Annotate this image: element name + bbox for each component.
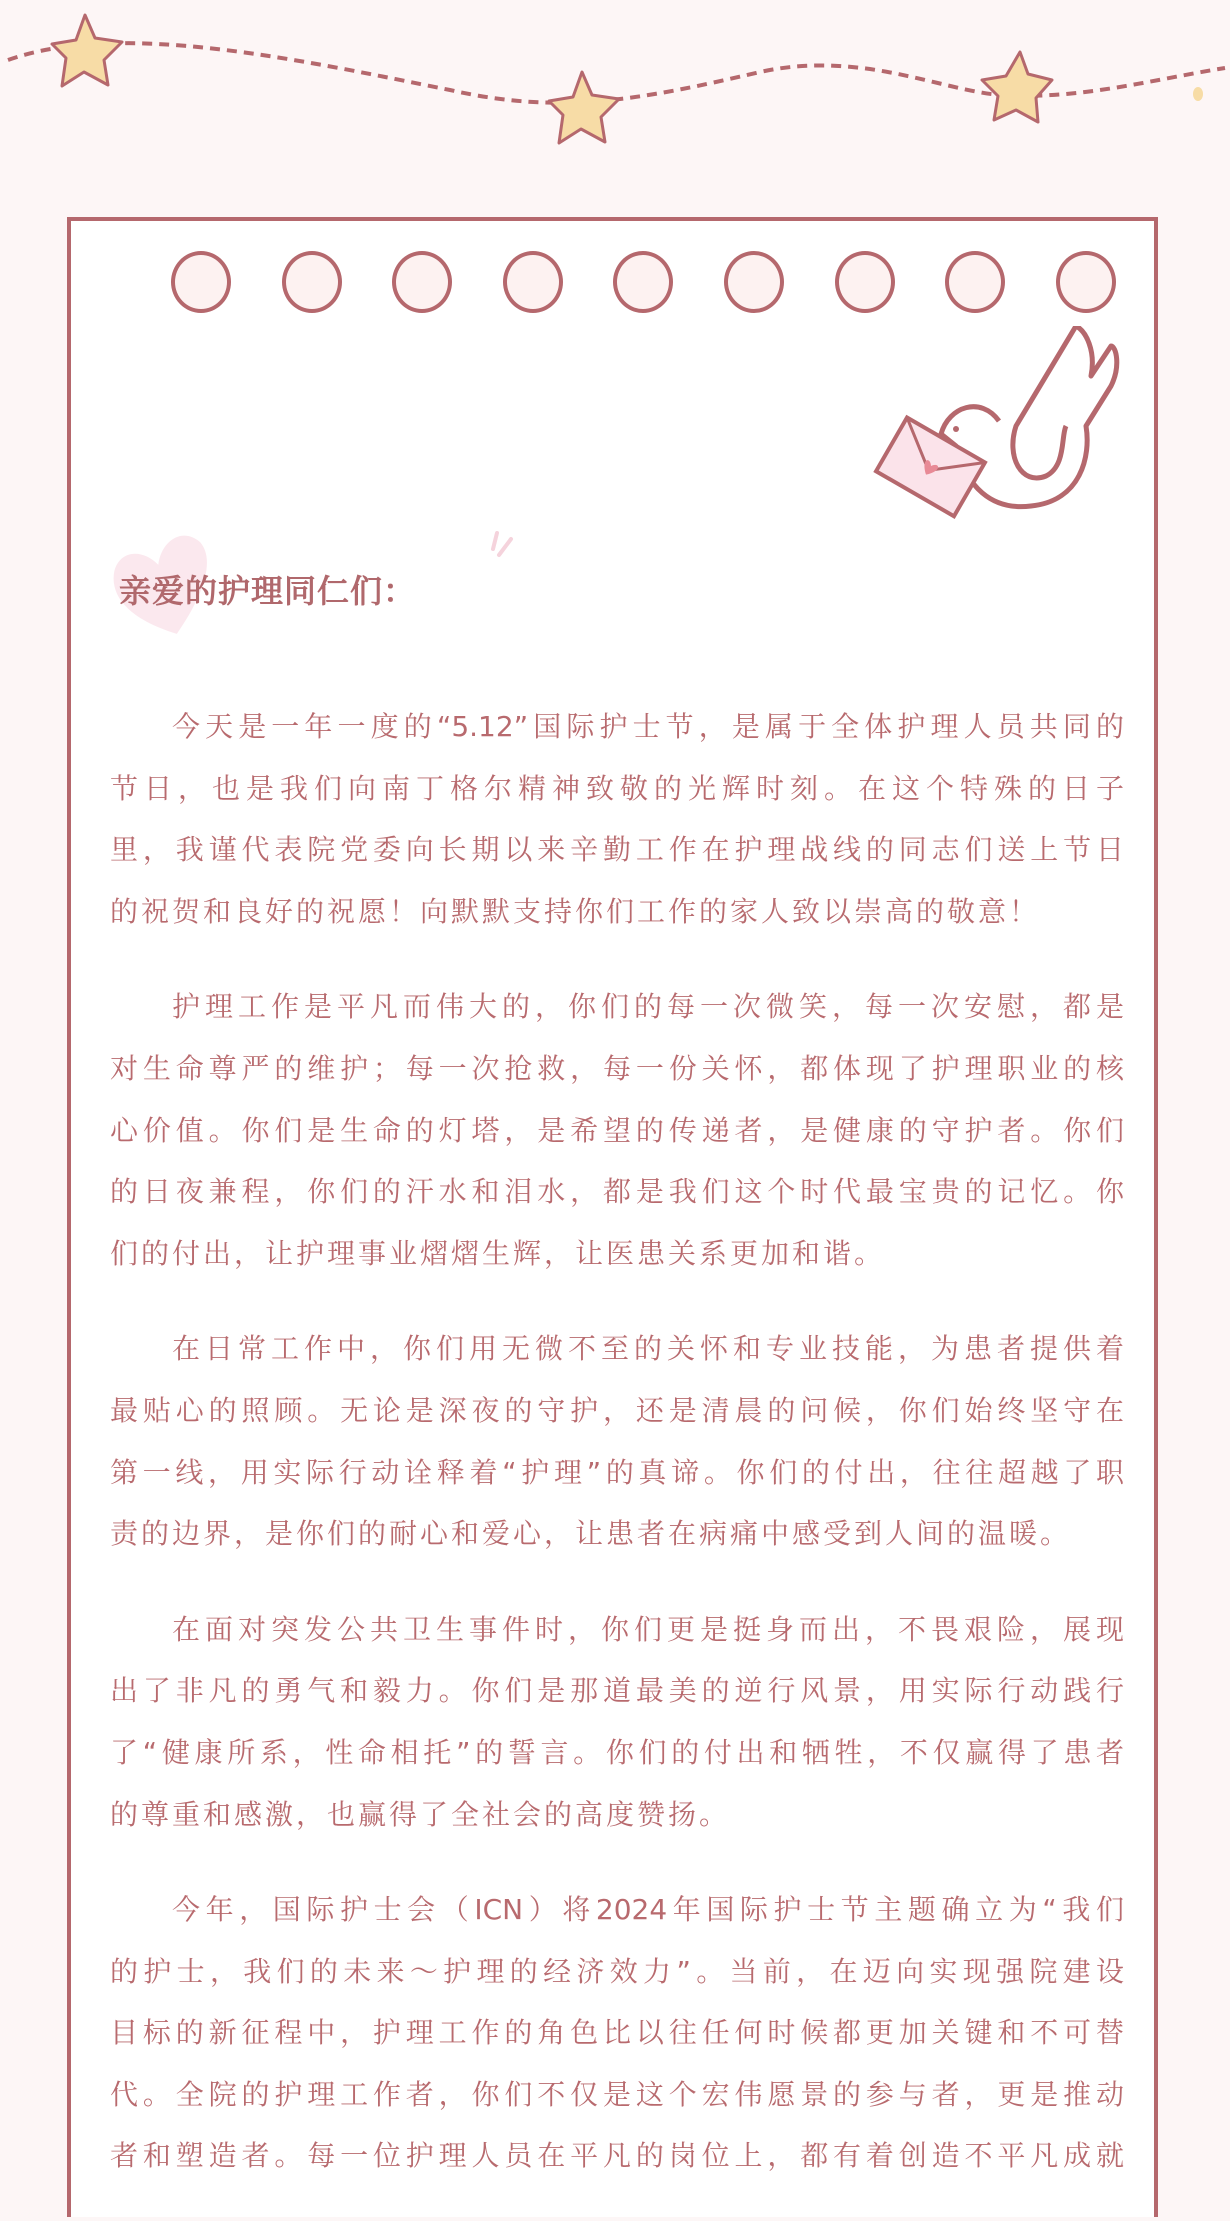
paragraph-line: 对生命尊严的维护；每一次抢救，每一份关怀，都体现了护理职业的核 xyxy=(110,1051,1124,1085)
paragraph-line: 代。全院的护理工作者，你们不仅是这个宏伟愿景的参与者，更是推动 xyxy=(110,2077,1124,2111)
paragraph-line: 第一线，用实际行动诠释着“护理”的真谛。你们的付出，往往超越了职 xyxy=(110,1455,1124,1489)
paragraph-line: 在日常工作中，你们用无微不至的关怀和专业技能，为患者提供着 xyxy=(172,1332,1124,1366)
paragraph-line: 责的边界，是你们的耐心和爱心，让患者在病痛中感受到人间的温暖。 xyxy=(110,1517,1072,1551)
paragraph-line: 心价值。你们是生命的灯塔，是希望的传递者，是健康的守护者。你们 xyxy=(110,1113,1124,1147)
binder-ring xyxy=(171,251,231,313)
letter-paragraph xyxy=(110,1879,1124,2187)
star-icon xyxy=(52,15,122,86)
dove-with-letter-icon xyxy=(871,326,1131,526)
star-icon xyxy=(982,52,1052,122)
binder-ring xyxy=(724,251,784,313)
binder-ring xyxy=(945,251,1005,313)
paragraph-line: 里，我谨代表院党委向长期以来辛勤工作在护理战线的同志们送上节日 xyxy=(110,833,1124,867)
letter-card xyxy=(67,217,1158,2217)
paragraph-line: 的祝贺和良好的祝愿！向默默支持你们工作的家人致以崇高的敬意！ xyxy=(110,894,1041,928)
paragraph-line: 目标的新征程中，护理工作的角色比以往任何时候都更加关键和不可替 xyxy=(110,2016,1124,2050)
paragraph-line: 了“健康所系，性命相托”的誓言。你们的付出和牺牲，不仅赢得了患者 xyxy=(110,1735,1124,1769)
binder-ring xyxy=(392,251,452,313)
binder-ring xyxy=(503,251,563,313)
paragraph-line: 今天是一年一度的“5.12”国际护士节，是属于全体护理人员共同的 xyxy=(172,710,1124,743)
paragraph-line: 今年，国际护士会（ICN）将2024年国际护士节主题确立为“我们 xyxy=(172,1893,1124,1927)
paragraph-line: 们的付出，让护理事业熠熠生辉，让医患关系更加和谐。 xyxy=(110,1236,886,1270)
paragraph-line: 在面对突发公共卫生事件时，你们更是挺身而出，不畏艰险，展现 xyxy=(172,1612,1124,1646)
binder-ring xyxy=(835,251,895,313)
paragraph-line: 者和塑造者。每一位护理人员在平凡的岗位上，都有着创造不平凡成就 xyxy=(110,2139,1124,2173)
letter-paragraph xyxy=(110,976,1124,1284)
paragraph-line: 的日夜兼程，你们的汗水和泪水，都是我们这个时代最宝贵的记忆。你 xyxy=(110,1175,1124,1209)
letter-body xyxy=(110,696,1124,2221)
paragraph-line: 节日，也是我们向南丁格尔精神致敬的光辉时刻。在这个特殊的日子 xyxy=(110,771,1124,805)
star-garland-decoration xyxy=(0,0,1230,200)
paragraph-line: 护理工作是平凡而伟大的，你们的每一次微笑，每一次安慰，都是 xyxy=(172,990,1124,1024)
letter-paragraph xyxy=(110,1599,1124,1845)
star-icon xyxy=(549,72,619,143)
paragraph-line: 最贴心的照顾。无论是深夜的守护，还是清晨的问候，你们始终坚守在 xyxy=(110,1393,1124,1427)
letter-paragraph xyxy=(110,696,1124,942)
letter-greeting-title: 亲爱的护理同仁们： xyxy=(119,572,417,610)
binder-ring xyxy=(1056,251,1116,313)
paragraph-line: 的护士，我们的未来～护理的经济效力”。当前，在迈向实现强院建设 xyxy=(110,1954,1124,1988)
paragraph-line: 出了非凡的勇气和毅力。你们是那道最美的逆行风景，用实际行动践行 xyxy=(110,1674,1124,1708)
sparkle-icon xyxy=(489,531,529,571)
paragraph-line: 的尊重和感激，也赢得了全社会的高度赞扬。 xyxy=(110,1797,731,1831)
letter-paragraph xyxy=(110,1318,1124,1564)
binder-ring xyxy=(282,251,342,313)
binder-ring xyxy=(613,251,673,313)
